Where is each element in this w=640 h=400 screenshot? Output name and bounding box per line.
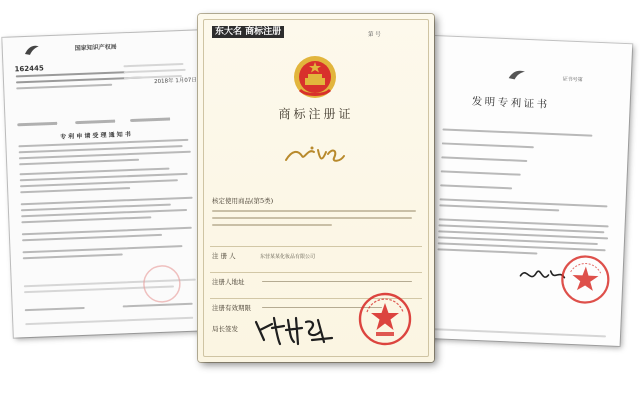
notice-date: 2018年 1月07日 [154,77,197,86]
trademark-office-red-seal [356,290,414,348]
certificate-body [434,36,632,44]
registrant-value: 东营某某化妆品有限公司 [260,254,316,260]
patent-acceptance-notice [2,30,209,337]
address-block [2,30,198,38]
registrant-label: 注 册 人 [212,252,236,260]
certificate-number: 证书号第 [562,76,583,84]
certificate-title: 商标注册证 [278,107,354,121]
sipo-logo-icon [23,42,42,57]
invention-patent-certificate [422,36,632,346]
brand-banner: 东大名 商标注册 [212,26,284,38]
address-value [262,281,412,282]
barcode-strip [2,30,198,38]
director-signature [250,310,336,350]
notice-body [2,30,198,38]
signature-label: 局长签发 [212,325,238,333]
certificate-title: 发明专利证书 [471,95,550,111]
goods-label: 核定使用商品(第5类) [212,197,274,205]
office-seal-stamp [139,261,185,307]
patent-office-red-seal [557,251,613,307]
national-emblem-icon [292,54,338,100]
address-label: 注册人地址 [212,278,245,286]
office-header: 国家知识产权局 [74,43,117,53]
sipo-logo-icon [507,67,528,82]
registration-number: 第 号 [368,32,381,38]
trademark-logo [282,144,348,168]
application-number: 162445 [14,64,44,74]
notice-title: 专 利 申 请 受 理 通 知 书 [60,131,131,141]
validity-label: 注册有效期限 [212,304,251,312]
trademark-registration-certificate [198,14,434,362]
